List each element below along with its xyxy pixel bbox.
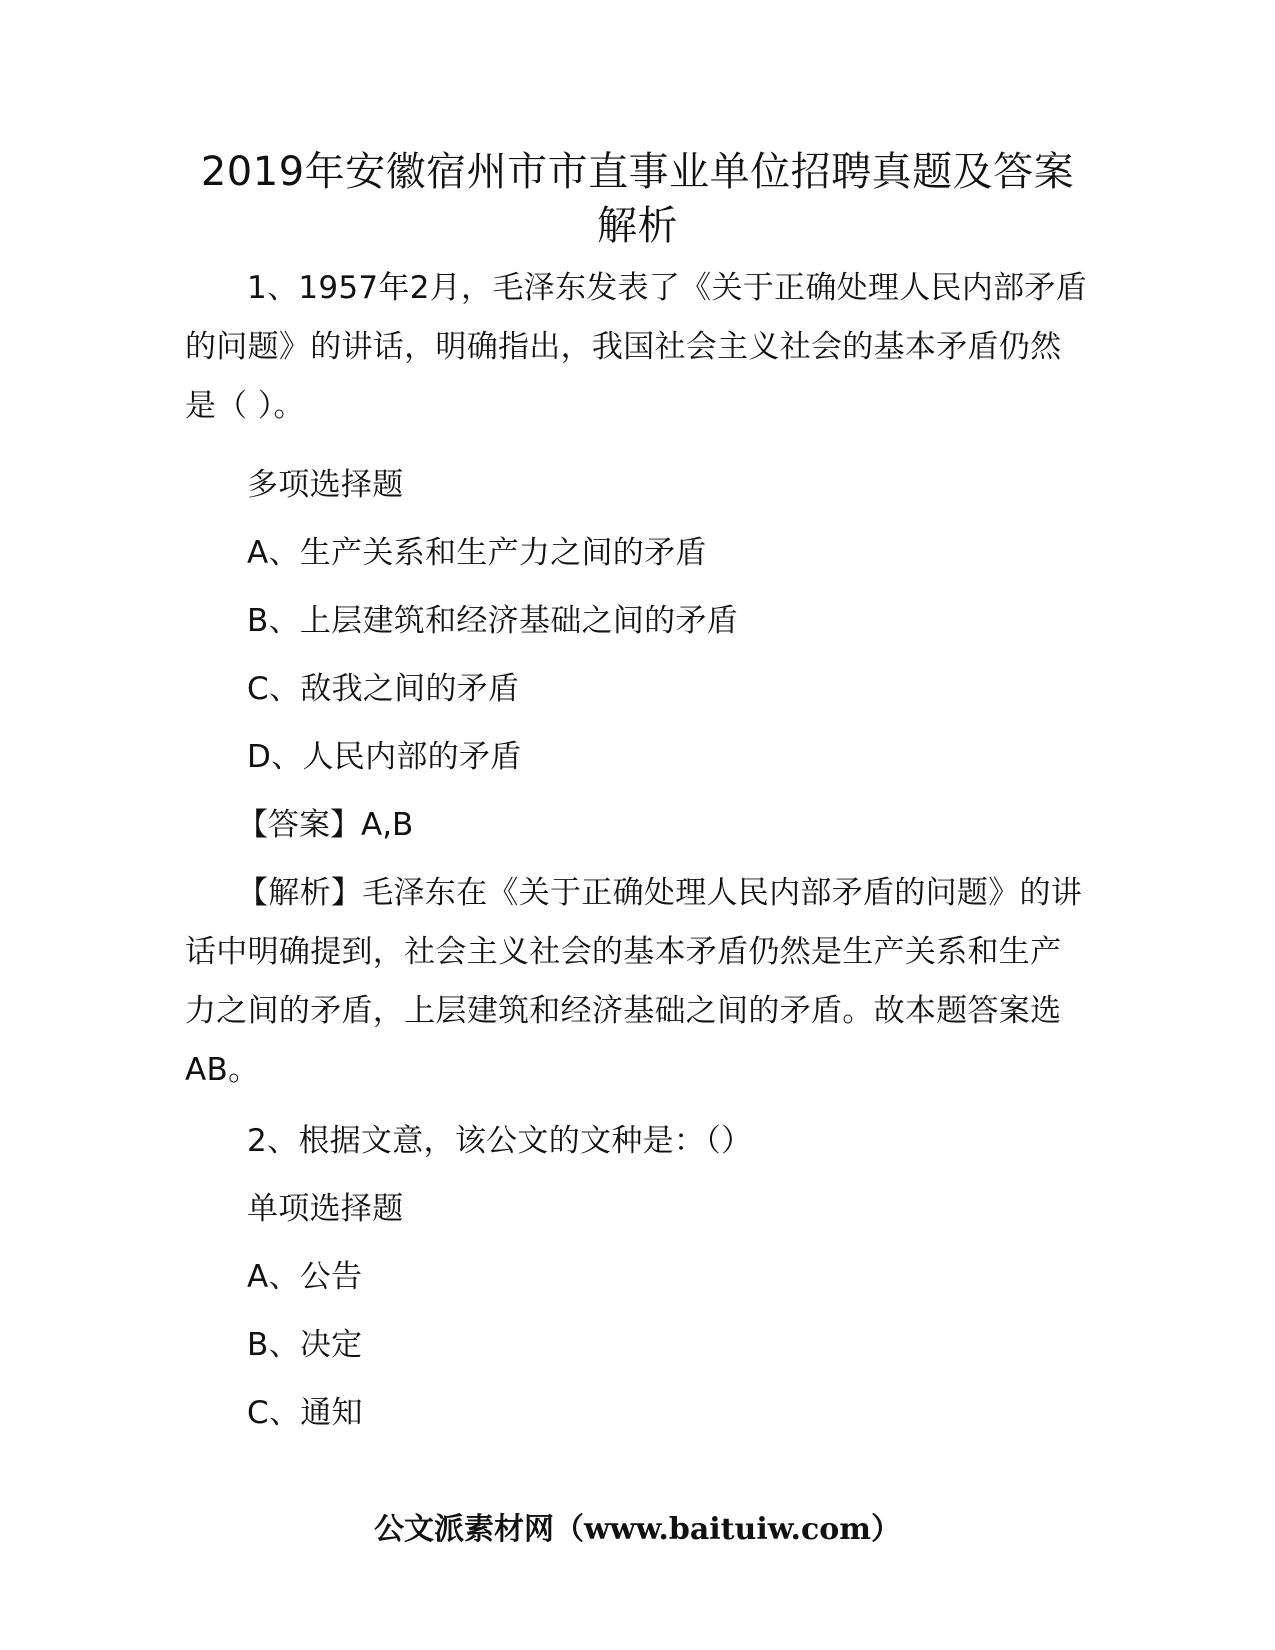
question-2-option-a: A、公告: [247, 1259, 363, 1295]
question-2-stem: 2、根据文意，该公文的文种是：（）: [247, 1123, 753, 1159]
question-1-option-a: A、生产关系和生产力之间的矛盾: [247, 535, 707, 571]
question-2-option-b: B、决定: [247, 1327, 363, 1363]
document-title: 2019年安徽宿州市市直事业单位招聘真题及答案解析: [200, 149, 1075, 249]
document-page: [185, 145, 1090, 1432]
question-1-answer: 【答案】A,B: [237, 807, 414, 843]
question-1-analysis: 【解析】毛泽东在《关于正确处理人民内部矛盾的问题》的讲话中明确提到，社会主义社会的基本矛盾仍然是生产关系和生产力之间的矛盾，上层建筑和经济基础之间的矛盾。故本题答案选AB。: [185, 875, 1083, 1088]
question-1-stem: 1、1957年2月，毛泽东发表了《关于正确处理人民内部矛盾的问题》的讲话，明确指出，我国社会主义社会的基本矛盾仍然是（ ）。: [185, 270, 1088, 424]
footer-source: 公文派素材网（www.baituiw.com）: [373, 1512, 902, 1547]
question-1-type: 多项选择题: [247, 467, 404, 503]
question-2-option-c: C、通知: [247, 1395, 363, 1431]
question-1-option-c: C、敌我之间的矛盾: [247, 671, 520, 707]
question-1-option-d: D、人民内部的矛盾: [247, 739, 522, 775]
question-2-type: 单项选择题: [247, 1191, 404, 1227]
question-1-option-b: B、上层建筑和经济基础之间的矛盾: [247, 603, 739, 639]
